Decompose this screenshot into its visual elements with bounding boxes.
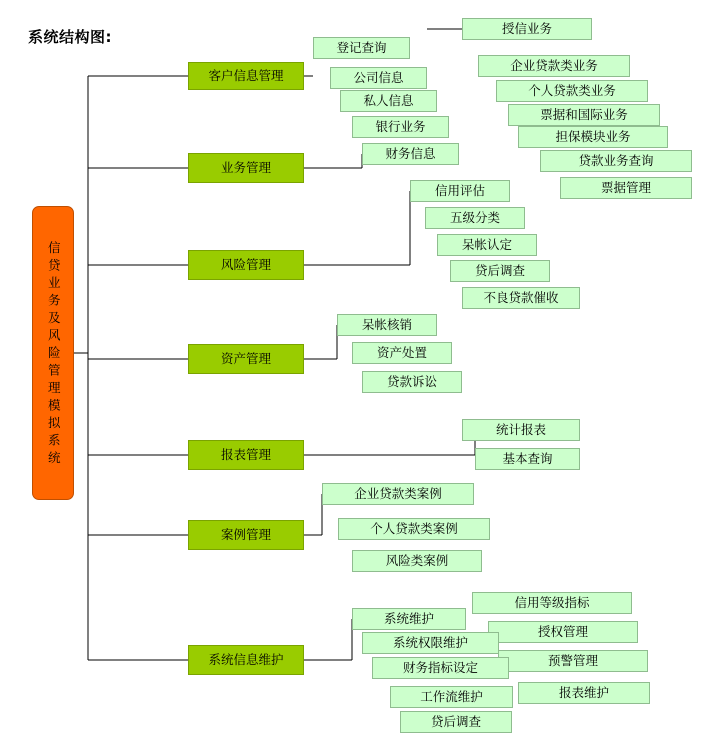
- node-system-info-maintenance[interactable]: 系统信息维护: [188, 645, 304, 675]
- node-bad-debt-writeoff[interactable]: 呆帐核销: [337, 314, 437, 336]
- node-system-maintenance[interactable]: 系统维护: [352, 608, 466, 630]
- node-report-maintenance[interactable]: 报表维护: [518, 682, 650, 704]
- node-personal-loan-case[interactable]: 个人贷款类案例: [338, 518, 490, 540]
- node-bill-management[interactable]: 票据管理: [560, 177, 692, 199]
- node-business-management[interactable]: 业务管理: [188, 153, 304, 183]
- node-personal-loan-business[interactable]: 个人贷款类业务: [496, 80, 648, 102]
- node-asset-management[interactable]: 资产管理: [188, 344, 304, 374]
- node-bills-international-business[interactable]: 票据和国际业务: [508, 104, 660, 126]
- node-financial-info[interactable]: 财务信息: [362, 143, 459, 165]
- node-financial-indicator-setting[interactable]: 财务指标设定: [372, 657, 509, 679]
- node-credit-rating-indicator[interactable]: 信用等级指标: [472, 592, 632, 614]
- node-customer-info-management[interactable]: 客户信息管理: [188, 62, 304, 90]
- node-system-permission-maintenance[interactable]: 系统权限维护: [362, 632, 499, 654]
- node-basic-query[interactable]: 基本查询: [475, 448, 580, 470]
- node-registration-query[interactable]: 登记查询: [313, 37, 410, 59]
- node-asset-disposal[interactable]: 资产处置: [352, 342, 452, 364]
- node-post-loan-investigation-sys[interactable]: 贷后调查: [400, 711, 512, 733]
- node-workflow-maintenance[interactable]: 工作流维护: [390, 686, 513, 708]
- node-private-info[interactable]: 私人信息: [340, 90, 437, 112]
- node-risk-management[interactable]: 风险管理: [188, 250, 304, 280]
- node-report-management[interactable]: 报表管理: [188, 440, 304, 470]
- node-risk-case[interactable]: 风险类案例: [352, 550, 482, 572]
- node-loan-litigation[interactable]: 贷款诉讼: [362, 371, 462, 393]
- node-enterprise-loan-case[interactable]: 企业贷款类案例: [322, 483, 474, 505]
- node-enterprise-loan-business[interactable]: 企业贷款类业务: [478, 55, 630, 77]
- node-guarantee-module-business[interactable]: 担保模块业务: [518, 126, 668, 148]
- node-five-category-classification[interactable]: 五级分类: [425, 207, 525, 229]
- node-company-info[interactable]: 公司信息: [330, 67, 427, 89]
- node-bad-debt-determination[interactable]: 呆帐认定: [437, 234, 537, 256]
- node-credit-granting-business[interactable]: 授信业务: [462, 18, 592, 40]
- node-loan-business-query[interactable]: 贷款业务查询: [540, 150, 692, 172]
- node-post-loan-investigation[interactable]: 贷后调查: [450, 260, 550, 282]
- page-title: 系统结构图:: [28, 28, 112, 46]
- node-bank-business[interactable]: 银行业务: [352, 116, 449, 138]
- node-statistical-report[interactable]: 统计报表: [462, 419, 580, 441]
- node-npl-collection[interactable]: 不良贷款催收: [462, 287, 580, 309]
- node-authorization-management[interactable]: 授权管理: [488, 621, 638, 643]
- root-node[interactable]: 信贷业务及风险管理模拟系统: [32, 206, 74, 500]
- node-credit-assessment[interactable]: 信用评估: [410, 180, 510, 202]
- node-case-management[interactable]: 案例管理: [188, 520, 304, 550]
- node-early-warning-management[interactable]: 预警管理: [498, 650, 648, 672]
